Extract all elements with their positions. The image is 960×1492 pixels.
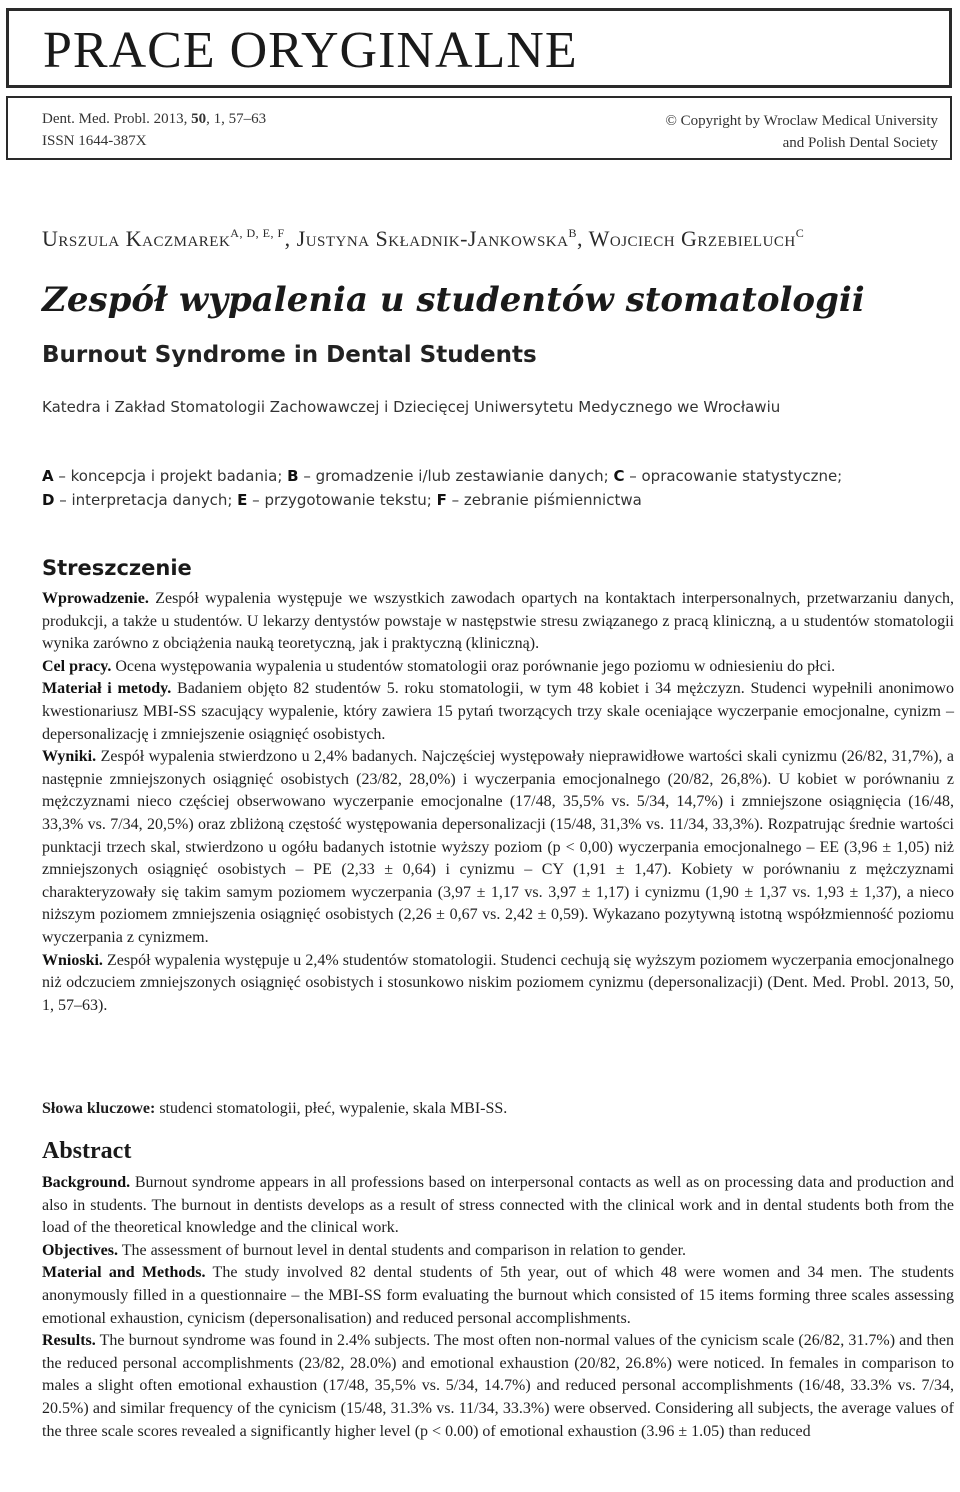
paragraph-label: Wyniki.: [42, 748, 97, 766]
paragraph-text: Burnout syndrome appears in all professions based on interpersonal contacts as well as on processing data and production and also in students. The burnout in dentists develops as a result of stress connected with the clinical work and in dental students both from the load of the theoretical knowledge and the clinical work.: [42, 1174, 954, 1237]
keywords-label: Słowa kluczowe:: [42, 1100, 156, 1117]
legend-value: – gromadzenie i/lub zestawianie danych;: [298, 467, 614, 485]
abstract-paragraph: [42, 1240, 954, 1263]
legend-value: – koncepcja i projekt badania;: [53, 467, 288, 485]
title-polish: Zespół wypalenia u studentów stomatologii: [42, 280, 865, 320]
legend-value: – interpretacja danych;: [54, 491, 238, 509]
paragraph-label: Results.: [42, 1332, 96, 1350]
paragraph-text: Zespół wypalenia stwierdzono u 2,4% badanych. Najczęściej występowały nieprawidłowe wartości skali cynizmu (26/82, 31,7%), a następnie zmniejszonych osiągnięć osobistych (23/82, 28,0%) i wyczerpania emocjonalnego (20/82, 26,8%). U kobiet w porównaniu z mężczyznami nieco częściej obserwowano wyczerpanie emocjonalne (17/48, 35,5% vs. 5/34, 14,7%) i zmniejszone osiągnięcia (16/48, 33,3% vs. 7/34, 20,5%) oraz zbliżoną częstość występowania depersonalizacji (15/48, 31,3% vs. 11/34, 33,3%). Rozpatrując średnie wartości punktacji trzech skal, stwierdzono u ogółu badanych istotnie wyższy poziom (p < 0,00) wyczerpania emocjonalnego – EE (3,96 ± 1,05) niż zmniejszonych osiągnięć osobistych – PE (2,33 ± 0,64) i cynizmu – CY (1,91 ± 1,47). Kobiety w porównaniu z mężczyznami charakteryzowały się takim samym poziomem wyczerpania (3,97 ± 1,17 vs. 3,97 ± 1,17) i cynizmu (1,90 ± 1,37 vs. 1,93 ± 1,37), a nieco niższym poziomem zmniejszenia osiągnięć osobistych (2,26 ± 0,67 vs. 2,42 ± 0,59). Wykazano pozytywną istotną współzmienność poziomu wyczerpania z cynizmem.: [42, 748, 954, 946]
title-english: Burnout Syndrome in Dental Students: [42, 342, 537, 368]
author: [297, 226, 589, 251]
paragraph-label: Wprowadzenie.: [42, 590, 149, 607]
keywords: [42, 1100, 507, 1118]
paragraph-label: Material and Methods.: [42, 1264, 206, 1282]
author-name: Wojciech Grzebieluch: [588, 226, 796, 251]
journal-info-box: [6, 96, 952, 160]
legend-value: – zebranie piśmiennictwa: [446, 491, 642, 509]
paragraph-label: Cel pracy.: [42, 657, 112, 675]
copyright-line-1: © Copyright by Wroclaw Medical University: [665, 113, 938, 129]
abstract-body: [42, 1172, 954, 1443]
author-contribution: B: [568, 226, 577, 240]
author-contribution: C: [795, 226, 805, 240]
abstract-paragraph: [42, 1172, 954, 1240]
legend-line-1: [42, 464, 842, 488]
abstract-paragraph: [42, 656, 954, 679]
author-name: Urszula Kaczmarek: [42, 226, 231, 251]
legend-key: C: [613, 467, 625, 485]
legend-key: F: [436, 491, 447, 509]
legend-value: – przygotowanie tekstu;: [247, 491, 437, 509]
paragraph-text: Badaniem objęto 82 studentów 5. roku stomatologii, w tym 48 kobiet i 34 mężczyzn. Studenci wypełnili anonimowo kwestionariusz MBI-SS szacujący wypalenie, który zawiera 15 pytań tworzących trzy skale oceniające wyczerpanie emocjonalne, cynizm – depersonalizację i zmniejszenie osiągnięć osobistych.: [42, 680, 954, 743]
abstract-paragraph: [42, 950, 954, 1018]
citation-volume: 50: [191, 111, 207, 127]
section-banner: [6, 8, 952, 88]
abstract-heading: Abstract: [42, 1138, 132, 1164]
copyright: [665, 110, 938, 154]
author-name: Justyna Składnik-Jankowska: [296, 226, 569, 251]
keywords-text: studenci stomatologii, płeć, wypalenie, skala MBI-SS.: [155, 1100, 508, 1117]
abstract-paragraph: [42, 746, 954, 949]
banner-title: PRACE ORYGINALNE: [43, 22, 578, 79]
legend-key: D: [42, 491, 55, 509]
author-contribution: A, D, E, F: [230, 226, 285, 240]
affiliation: Katedra i Zakład Stomatologii Zachowawczej i Dziecięcej Uniwersytetu Medycznego we Wrocławiu: [42, 398, 781, 416]
author-list: [42, 226, 804, 252]
paragraph-label: Wnioski.: [42, 951, 103, 969]
abstract-paragraph: [42, 1262, 954, 1330]
paragraph-label: Materiał i metody.: [42, 680, 172, 698]
author-separator: ,: [284, 226, 297, 251]
citation-suffix: , 1, 57–63: [206, 111, 267, 127]
paragraph-text: Ocena występowania wypalenia u studentów stomatologii oraz porównanie jego poziomu w odniesieniu do płci.: [111, 657, 836, 675]
legend-line-2: [42, 488, 842, 512]
paragraph-text: The burnout syndrome was found in 2.4% subjects. The most often non-normal values of the cynicism scale (26/82, 31.7%) and then the reduced personal accomplishments (23/82, 28.0%) and emotional exhaustion (20/82, 26.8%) were noticed. In females in comparison to males a slight often emotional exhaustion (17/48, 35,5% vs. 5/34, 14.7%) and reduced personal accomplishments (16/48, 33.3% vs. 7/34, 20.5%) and similar frequency of the cynicism (15/48, 31.3% vs. 11/34, 33.3%) were observed. Considering all subjects, the average values of the three scale scores revealed a significantly higher level (p < 0.00) of emotional exhaustion (3.96 ± 1.05) than reduced: [42, 1332, 954, 1440]
paragraph-label: Background.: [42, 1174, 131, 1191]
journal-citation: [42, 108, 266, 152]
legend-value: – opracowanie statystyczne;: [624, 467, 843, 485]
streszczenie-heading: Streszczenie: [42, 556, 192, 580]
author: [589, 226, 805, 251]
paragraph-text: The assessment of burnout level in dental students and comparison in relation to gender.: [117, 1241, 687, 1259]
paragraph-text: Zespół wypalenia występuje u 2,4% studentów stomatologii. Studenci cechują się wyższym poziomem wyczerpania emocjonalnego niż odczuciem zmniejszonych osiągnięć osobistych i stosunkowo niskim poziomem cynizmu (depersonalizacji) (Dent. Med. Probl. 2013, 50, 1, 57–63).: [42, 951, 954, 1014]
citation-prefix: Dent. Med. Probl. 2013,: [42, 111, 192, 127]
abstract-paragraph: [42, 1330, 954, 1443]
author: [42, 226, 297, 251]
legend-key: E: [237, 491, 248, 509]
author-separator: ,: [577, 226, 589, 251]
paragraph-label: Objectives.: [42, 1241, 118, 1259]
paragraph-text: The study involved 82 dental students of 5th year, out of which 48 were women and 34 men. The students anonymously filled in a questionnaire – the MBI-SS form evaluating the burnout which consisted of 15 items forming three scales assessing emotional exhaustion, cynicism (depersonalisation) and reduced personal accomplishments.: [42, 1264, 955, 1327]
abstract-paragraph: [42, 678, 954, 746]
abstract-paragraph: [42, 588, 954, 656]
issn: ISSN 1644-387X: [42, 133, 147, 149]
paragraph-text: Zespół wypalenia występuje we wszystkich zawodach opartych na kontaktach interpersonalnych, przetwarzaniu danych, produkcji, a także u studentów. U lekarzy dentystów powstaje w następstwie stresu związanego z pracą kliniczną, a u studentów stomatologii wynika zarówno z obciążenia nauką teoretyczną, jak i praktyczną (kliniczną).: [42, 590, 954, 653]
copyright-line-2: and Polish Dental Society: [782, 135, 938, 151]
citation-line: [42, 108, 266, 130]
legend-key: B: [287, 467, 299, 485]
streszczenie-body: [42, 588, 954, 1017]
contribution-legend: [42, 464, 842, 512]
legend-key: A: [42, 467, 54, 485]
